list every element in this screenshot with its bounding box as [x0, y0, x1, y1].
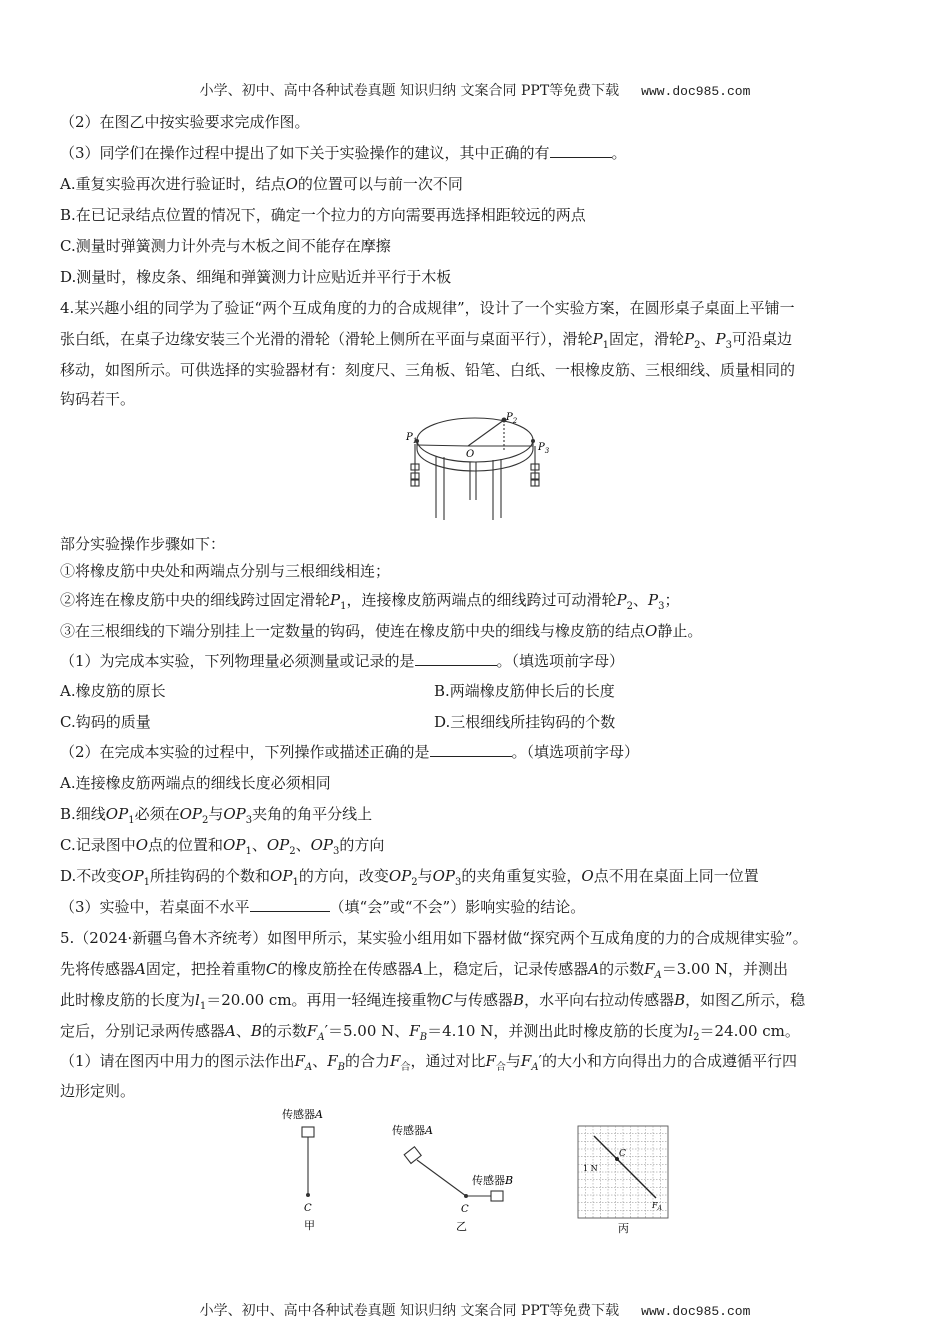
q4-sub2: （2）在完成本实验的过程中，下列操作或描述正确的是 。（填选项前字母）: [60, 743, 640, 761]
q4-sub1-row1: [60, 680, 900, 702]
header-text: 小学、初中、高中各种试卷真题 知识归纳 文案合同 PPT等免费下载: [199, 83, 620, 99]
q4-sub2-a: A.连接橡皮筋两端点的细线长度必须相同: [60, 774, 331, 792]
q4-steps-title: 部分实验操作步骤如下：: [60, 535, 226, 553]
q5-line2: 先将传感器A固定，把拴着重物C的橡皮筋拴在传感器A上，稳定后，记录传感器A的示数$F_A=3.00$ N，并测出: [60, 960, 789, 981]
q4-sub2-b: B.细线$OP_1$必须在$OP_2$与$OP_3$夹角的角平分线上: [60, 805, 373, 826]
label-p3: $P_3$: [538, 442, 550, 455]
q4-step3: ③在三根细线的下端分别挂上一定数量的钩码，使连在橡皮筋中央的细线与橡皮筋的结点O静止。: [60, 622, 703, 640]
sensor-b-label: 传感器B: [472, 1174, 514, 1187]
q3-option-d: D.测量时，橡皮条、细绳和弹簧测力计应贴近并平行于木板: [60, 268, 452, 286]
q5-line5: （1）请在图丙中用力的图示法作出$F_A$、$F_B$的合力$F_合$，通过对比$F_合$与$F_A'$的大小和方向得出力的合成遵循平行四: [60, 1052, 797, 1073]
q5-line1: 5.（2024·新疆乌鲁木齐统考）如图甲所示，某实验小组用如下器材做“探究两个互成角度的力的合成规律实验”。: [60, 929, 808, 947]
label-p1: $P_1$: [406, 432, 418, 445]
answer-blank[interactable]: [250, 897, 330, 912]
q4-sub2-d: D.不改变$OP_1$所挂钩码的个数和$OP_1$的方向，改变$OP_2$与$OP_3$的夹角重复实验，O点不用在桌面上同一位置: [60, 867, 759, 888]
option-d: D.三根细线所挂钩码的个数: [434, 713, 616, 731]
q4-intro-line2: 张白纸，在桌子边缘安装三个光滑的滑轮（滑轮上侧所在平面与桌面平行），滑轮$P_1$固定，滑轮$P_2$、$P_3$可沿桌边: [60, 330, 792, 351]
q3-option-b: B.在已记录结点位置的情况下，确定一个拉力的方向需要再选择相距较远的两点: [60, 206, 586, 224]
option-a: A.橡皮筋的原长: [60, 682, 166, 700]
figure-bing: [572, 1120, 672, 1238]
caption-yi: 乙: [456, 1220, 467, 1233]
footer-site: www.doc985.com: [641, 1304, 751, 1319]
q4-intro-line4: 钩码若干。: [60, 390, 136, 408]
label-o: O: [466, 449, 475, 460]
page-header: [0, 80, 950, 100]
sensor-a-label: 传感器A: [392, 1124, 433, 1137]
sensor-a-label: 传感器A: [282, 1108, 323, 1121]
answer-blank[interactable]: [415, 651, 497, 666]
q4-step2: ②将连在橡皮筋中央的细线跨过固定滑轮$P_1$，连接橡皮筋两端点的细线跨过可动滑轮$P_2$、$P_3$；: [60, 591, 680, 612]
figure-jia: [278, 1103, 348, 1235]
caption-jia: 甲: [304, 1219, 315, 1232]
q5-line6: 边形定则。: [60, 1082, 136, 1100]
q5-line4: 定后，分别记录两传感器A、B的示数$F_A'=5.00$ N、$F_B=4.10$ N，并测出此时橡皮筋的长度为$l_2=24.00$ cm。: [60, 1022, 800, 1043]
q4-sub3: （3）实验中，若桌面不水平 （填“会”或“不会”）影响实验的结论。: [60, 898, 586, 916]
q3-option-c: C.测量时弹簧测力计外壳与木板之间不能存在摩擦: [60, 237, 391, 255]
page-footer: [0, 1300, 950, 1320]
q4-intro-line1: 4.某兴趣小组的同学为了验证“两个互成角度的力的合成规律”，设计了一个实验方案，在圆形桌子桌面上平铺一: [60, 299, 795, 317]
label-fa: $F_A$: [652, 1201, 662, 1212]
header-site: www.doc985.com: [641, 84, 751, 99]
q4-sub1: （1）为完成本实验，下列物理量必须测量或记录的是 。（填选项前字母）: [60, 652, 625, 670]
q4-sub2-c: C.记录图中O点的位置和$OP_1$、$OP_2$、$OP_3$的方向: [60, 836, 385, 857]
answer-blank[interactable]: [430, 742, 512, 757]
round-table-figure: [400, 408, 560, 526]
option-b: B.两端橡皮筋伸长后的长度: [434, 682, 615, 700]
unit-label: 1 N: [583, 1164, 598, 1173]
q3-part2: （2）在图乙中按实验要求完成作图。: [60, 113, 310, 131]
q3-part3: （3）同学们在操作过程中提出了如下关于实验操作的建议，其中正确的有 。: [60, 144, 627, 162]
option-c: C.钩码的质量: [60, 713, 151, 731]
caption-bing: 丙: [618, 1222, 629, 1235]
q4-intro-line3: 移动，如图所示。可供选择的实验器材有：刻度尺、三角板、铅笔、白纸、一根橡皮筋、三根细线、质量相同的: [60, 361, 796, 379]
answer-blank[interactable]: [550, 143, 612, 158]
q3-option-a: A.重复实验再次进行验证时，结点O的位置可以与前一次不同: [60, 175, 463, 193]
label-c: C: [461, 1204, 469, 1215]
q4-step1: ①将橡皮筋中央处和两端点分别与三根细线相连；: [60, 562, 391, 580]
q4-sub1-row2: [60, 711, 900, 733]
footer-text: 小学、初中、高中各种试卷真题 知识归纳 文案合同 PPT等免费下载: [199, 1303, 620, 1319]
label-c: C: [304, 1203, 312, 1214]
label-p2: $P_2$: [506, 412, 518, 425]
label-c: C: [619, 1149, 626, 1159]
figure-yi: [388, 1118, 528, 1238]
q5-line3: 此时橡皮筋的长度为$l_1=20.00$ cm。再用一轻绳连接重物C与传感器B，水平向右拉动传感器B，如图乙所示，稳: [60, 991, 806, 1012]
